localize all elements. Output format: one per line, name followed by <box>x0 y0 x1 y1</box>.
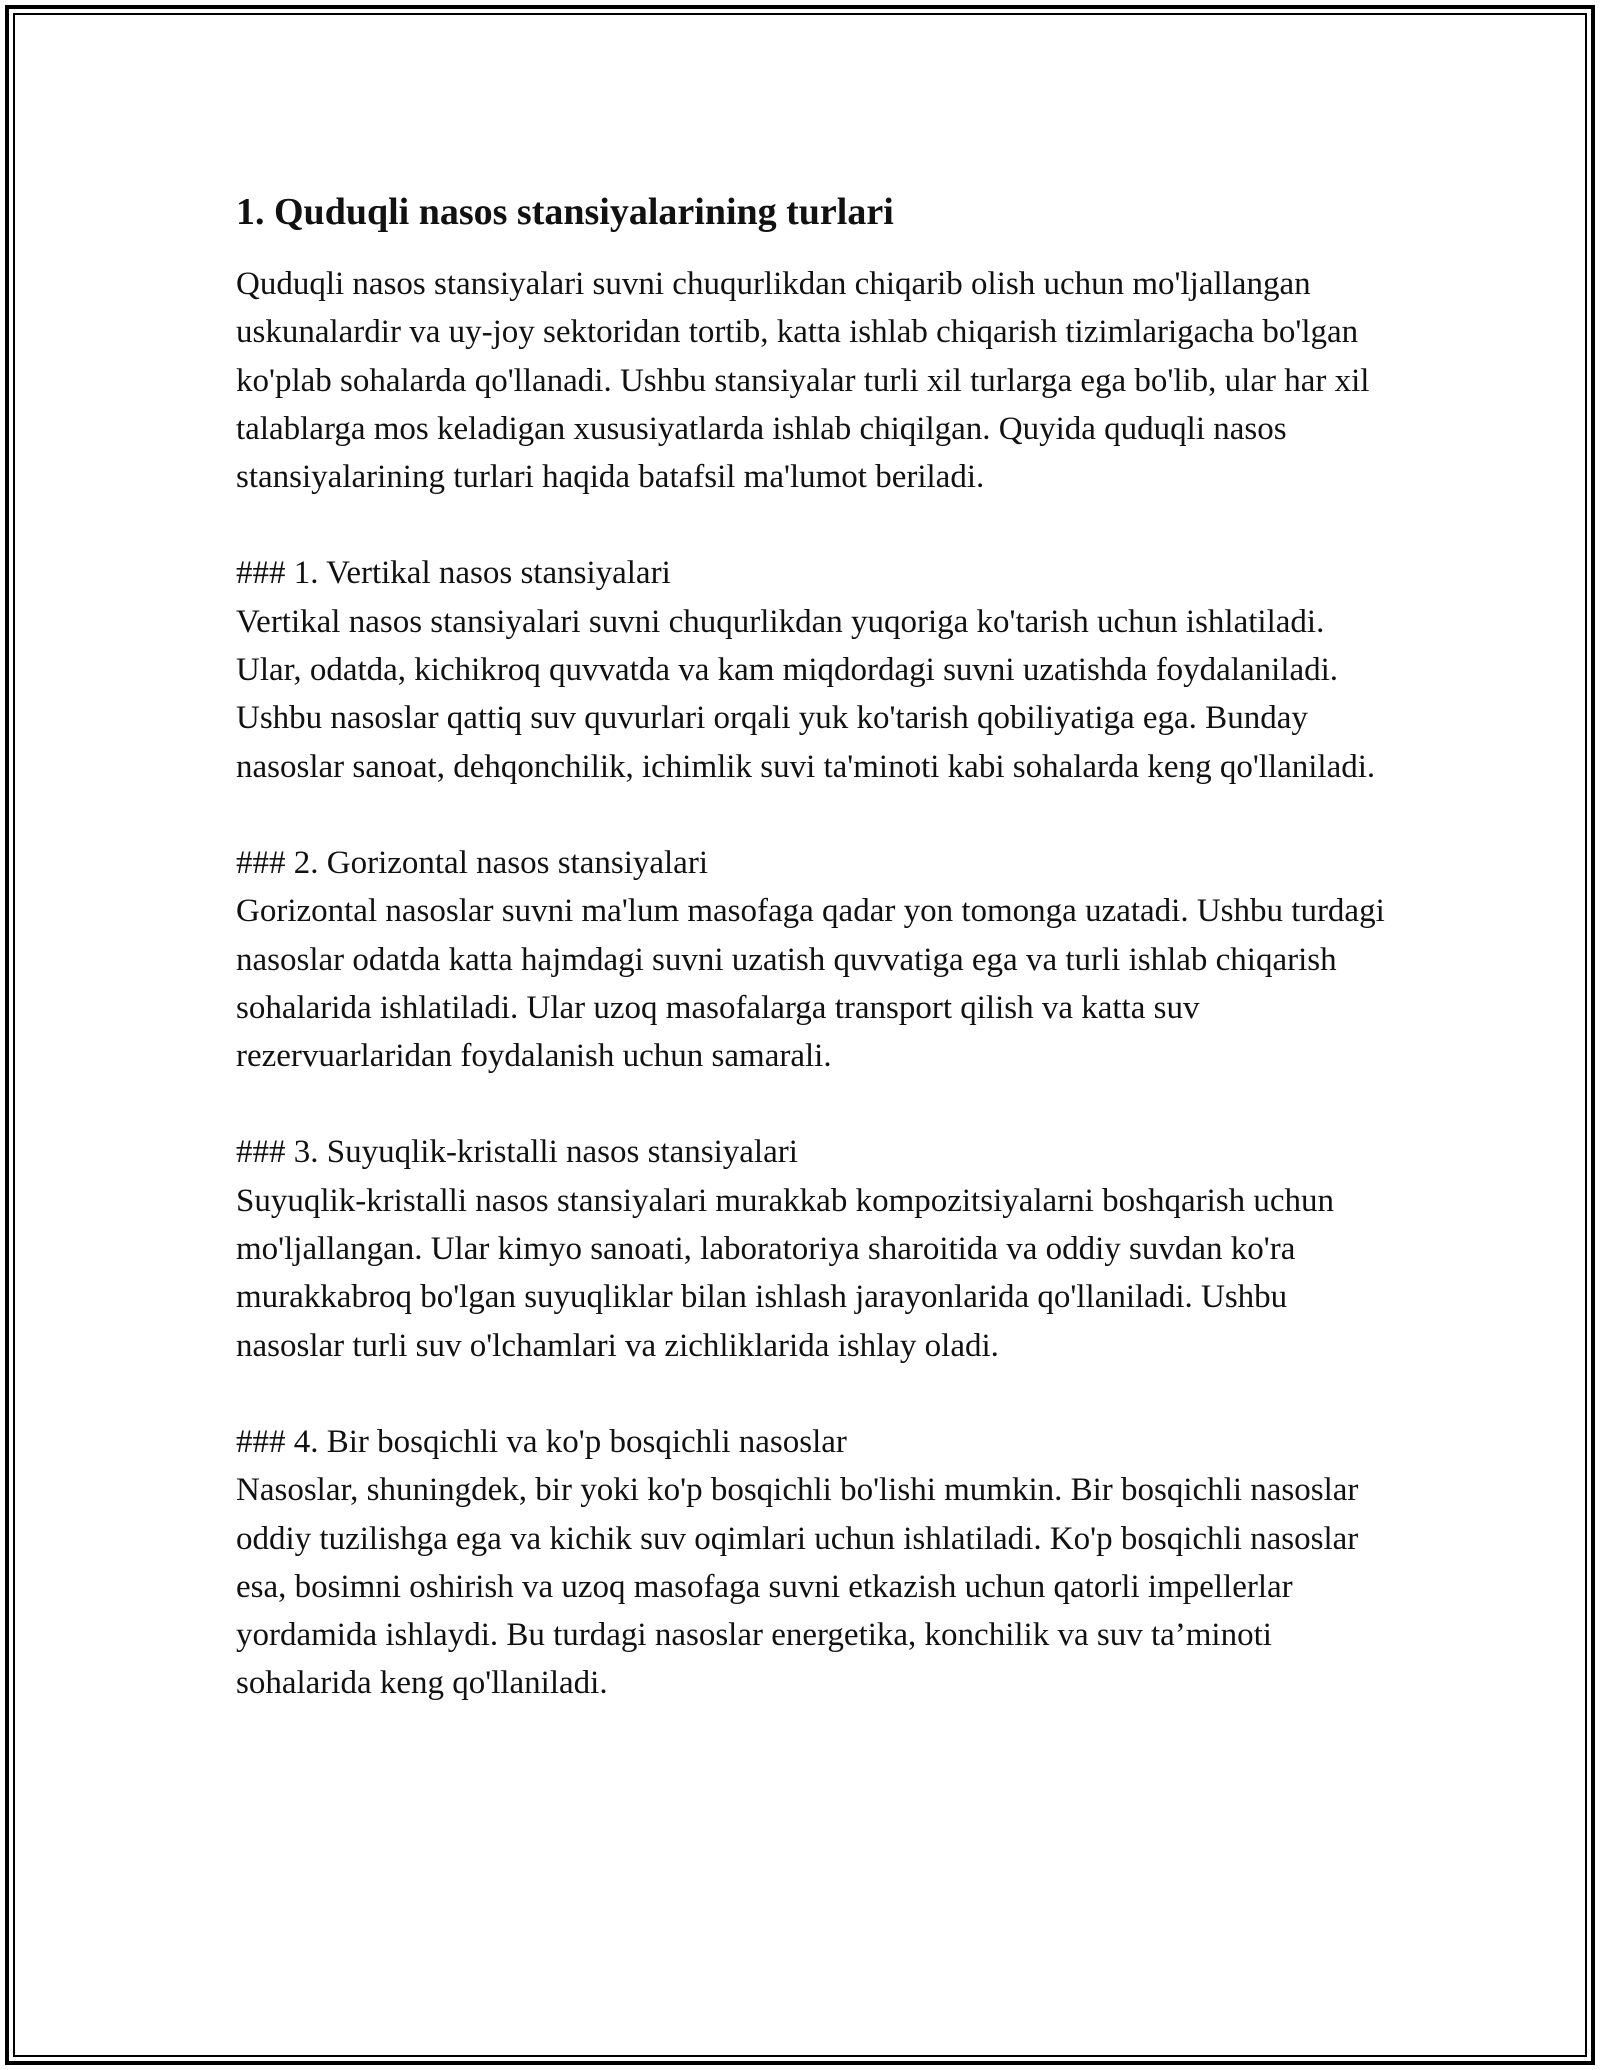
section-stage-pumps <box>236 1418 1386 1708</box>
section-vertical-pumps <box>236 549 1386 790</box>
section-paragraph: Gorizontal nasoslar suvni ma'lum masofaga qadar yon tomonga uzatadi. Ushbu turdagi nasoslar odatda katta hajmdagi suvni uzatish quvvatiga ega va turli ishlab chiqarish sohalarida ishlatiladi. Ular uzoq masofalarga transport qilish va katta suv rezervuarlaridan foydalanish uchun samarali. <box>236 893 1385 1075</box>
section-paragraph: Nasoslar, shuningdek, bir yoki ko'p bosqichli bo'lishi mumkin. Bir bosqichli nasoslar oddiy tuzilishga ega va kichik suv oqimlari uchun ishlatiladi. Ko'p bosqichli nasoslar esa, bosimni oshirish va uzoq masofaga suvni etkazish uchun qatorli impellerlar yordamida ishlaydi. Bu turdagi nasoslar energetika, konchilik va suv ta’minoti sohalarida keng qo'llaniladi. <box>236 1472 1359 1702</box>
section-heading: ### 2. Gorizontal nasos stansiyalari <box>236 844 708 881</box>
section-heading: ### 4. Bir bosqichli va ko'p bosqichli nasoslar <box>236 1423 847 1460</box>
section-liquid-crystal-pumps <box>236 1128 1386 1369</box>
section-horizontal-pumps <box>236 839 1386 1080</box>
intro-paragraph: Quduqli nasos stansiyalari suvni chuqurlikdan chiqarib olish uchun mo'ljallangan uskunalardir va uy-joy sektoridan tortib, katta ishlab chiqarish tizimlarigacha bo'lgan ko'plab sohalarda qo'llanadi. Ushbu stansiyalar turli xil turlarga ega bo'lib, ular har xil talablarga mos keladigan xususiyatlarda ishlab chiqilgan. Quyida quduqli nasos stansiyalarining turlari haqida batafsil ma'lumot beriladi. <box>236 266 1370 496</box>
document-body <box>236 188 1386 1756</box>
section-paragraph: Vertikal nasos stansiyalari suvni chuqurlikdan yuqoriga ko'tarish uchun ishlatiladi. Ular, odatda, kichikroq quvvatda va kam miqdordagi suvni uzatishda foydalaniladi. Ushbu nasoslar qattiq suv quvurlari orqali yuk ko'tarish qobiliyatiga ega. Bunday nasoslar sanoat, dehqonchilik, ichimlik suvi ta'minoti kabi sohalarda keng qo'llaniladi. <box>236 603 1376 785</box>
section-heading: ### 1. Vertikal nasos stansiyalari <box>236 555 671 592</box>
section-paragraph: Suyuqlik-kristalli nasos stansiyalari murakkab kompozitsiyalarni boshqarish uchun mo'ljallangan. Ular kimyo sanoati, laboratoriya sharoitida va oddiy suvdan ko'ra murakkabroq bo'lgan suyuqliklar bilan ishlash jarayonlarida qo'llaniladi. Ushbu nasoslar turli suv o'lchamlari va zichliklarida ishlay oladi. <box>236 1182 1334 1364</box>
document-title: 1. Quduqli nasos stansiyalarining turlari <box>236 191 894 233</box>
section-heading: ### 3. Suyuqlik-kristalli nasos stansiyalari <box>236 1134 798 1171</box>
